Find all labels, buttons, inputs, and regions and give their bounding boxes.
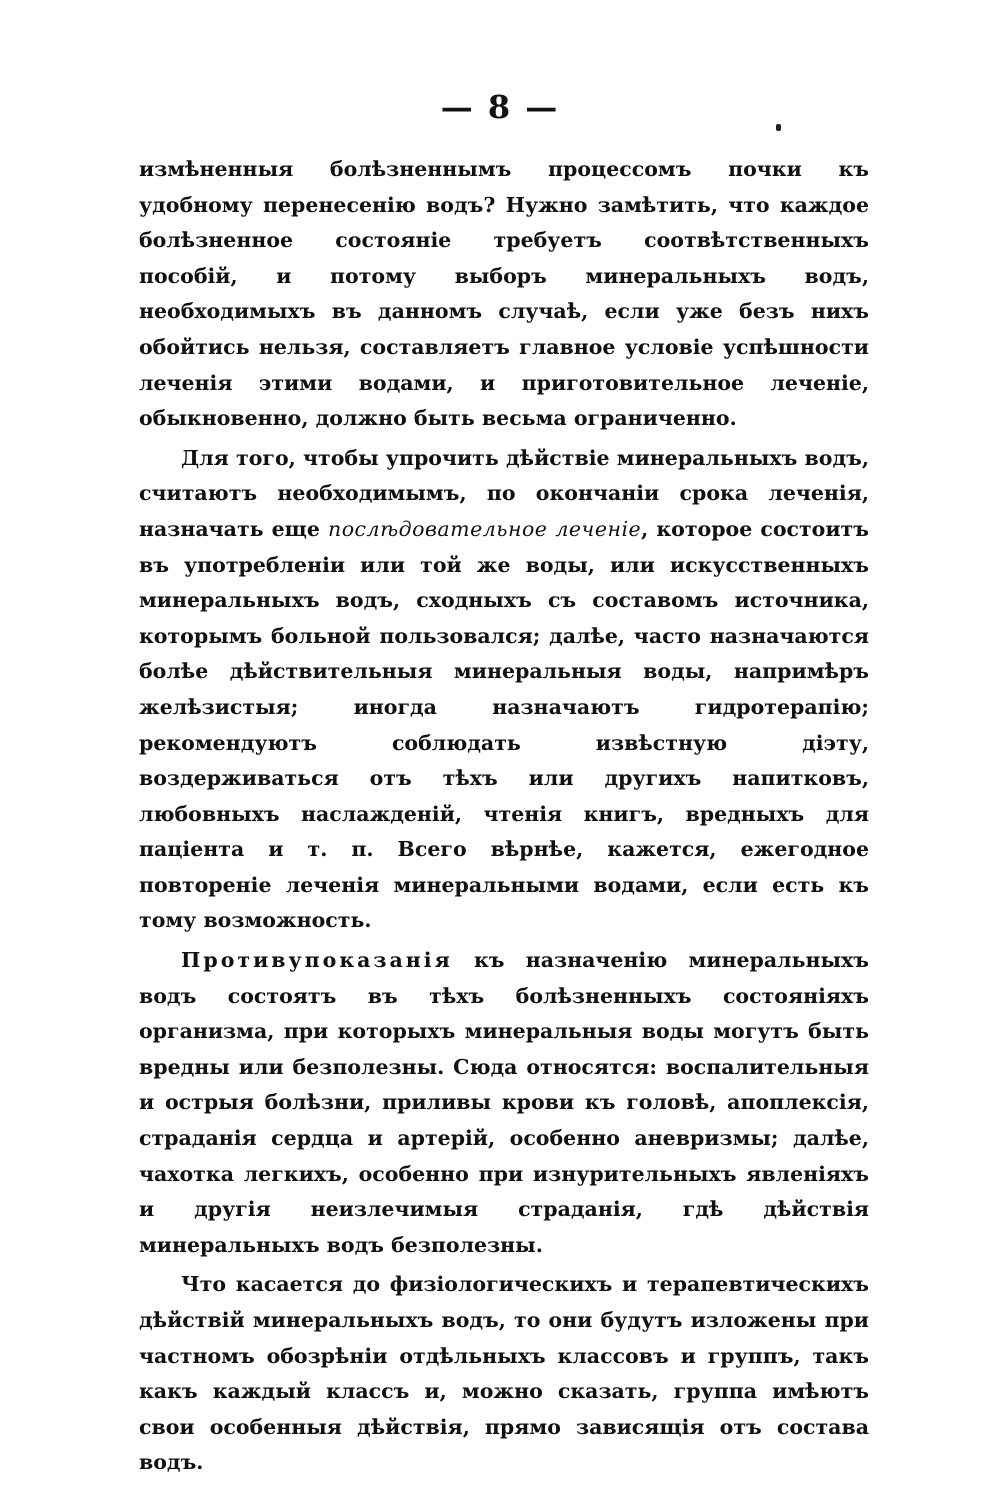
paragraph-2	[139, 441, 869, 939]
paragraph-4: Что касается до физіологическихъ и терапевтическихъ дѣйствій минеральныхъ водъ, то они будутъ изложены при частномъ обозрѣніи отдѣльныхъ классовъ и группъ, такъ какъ каждый классъ и, можно сказать, группа имѣютъ свои особенныя дѣйствія, прямо зависящія отъ состава водъ.	[139, 1272, 869, 1475]
print-speck	[776, 124, 781, 131]
emphasis-text: послѣдовательное леченіе	[328, 516, 642, 541]
paragraph-2-start: Для того, чтобы упрочить дѣйствіе минеральныхъ водъ, считаютъ необходимымъ, по окончаніи срока леченія, назначать еще	[139, 445, 869, 541]
paragraph-3-end: къ назначенію минеральныхъ водъ состоятъ въ тѣхъ болѣзненныхъ состояніяхъ организма, при которыхъ минеральныя воды могутъ быть вредны или безполезны. Сюда относятся: воспалительныя и острыя болѣзни, приливы крови къ головѣ, апоплексія, страданія сердца и артерій, особенно аневризмы; далѣе, чахотка легкихъ, особенно при изнурительныхъ явленіяхъ и другія неизлечимыя страданія, гдѣ дѣйствія минеральныхъ водъ безполезны.	[139, 948, 869, 1257]
paragraph-3	[139, 943, 869, 1263]
paragraph-1: измѣненныя болѣзненнымъ процессомъ почки къ удобному перенесенію водъ? Нужно замѣтить, что каждое болѣзненное состояніе требуетъ соотвѣтственныхъ пособій, и потому выборъ минеральныхъ водъ, необходимыхъ въ данномъ случаѣ, если уже безъ нихъ обойтись нельзя, составляетъ главное условіе успѣшности леченія этими водами, и приготовительное леченіе, обыкновенно, должно быть весьма ограниченно.	[139, 157, 869, 431]
page-number: — 8 —	[440, 88, 560, 126]
paragraph-2-end: , которое состоитъ въ употребленіи или той же воды, или искусственныхъ минеральныхъ водъ, сходныхъ съ составомъ источника, которымъ больной пользовался; далѣе, часто назначаются болѣе дѣйствительныя минеральныя воды, напримѣръ желѣзистыя; иногда назначаютъ гидротерапію; рекомендуютъ соблюдать извѣстную діэту, воздерживаться отъ тѣхъ или другихъ напитковъ, любовныхъ наслажденій, чтенія книгъ, вредныхъ для паціента и т. п. Всего вѣрнѣе, кажется, ежегодное повтореніе леченія минеральными водами, если есть къ тому возможность.	[139, 516, 869, 933]
spaced-term: Противупоказанія	[181, 948, 453, 973]
text-body	[139, 152, 869, 1485]
